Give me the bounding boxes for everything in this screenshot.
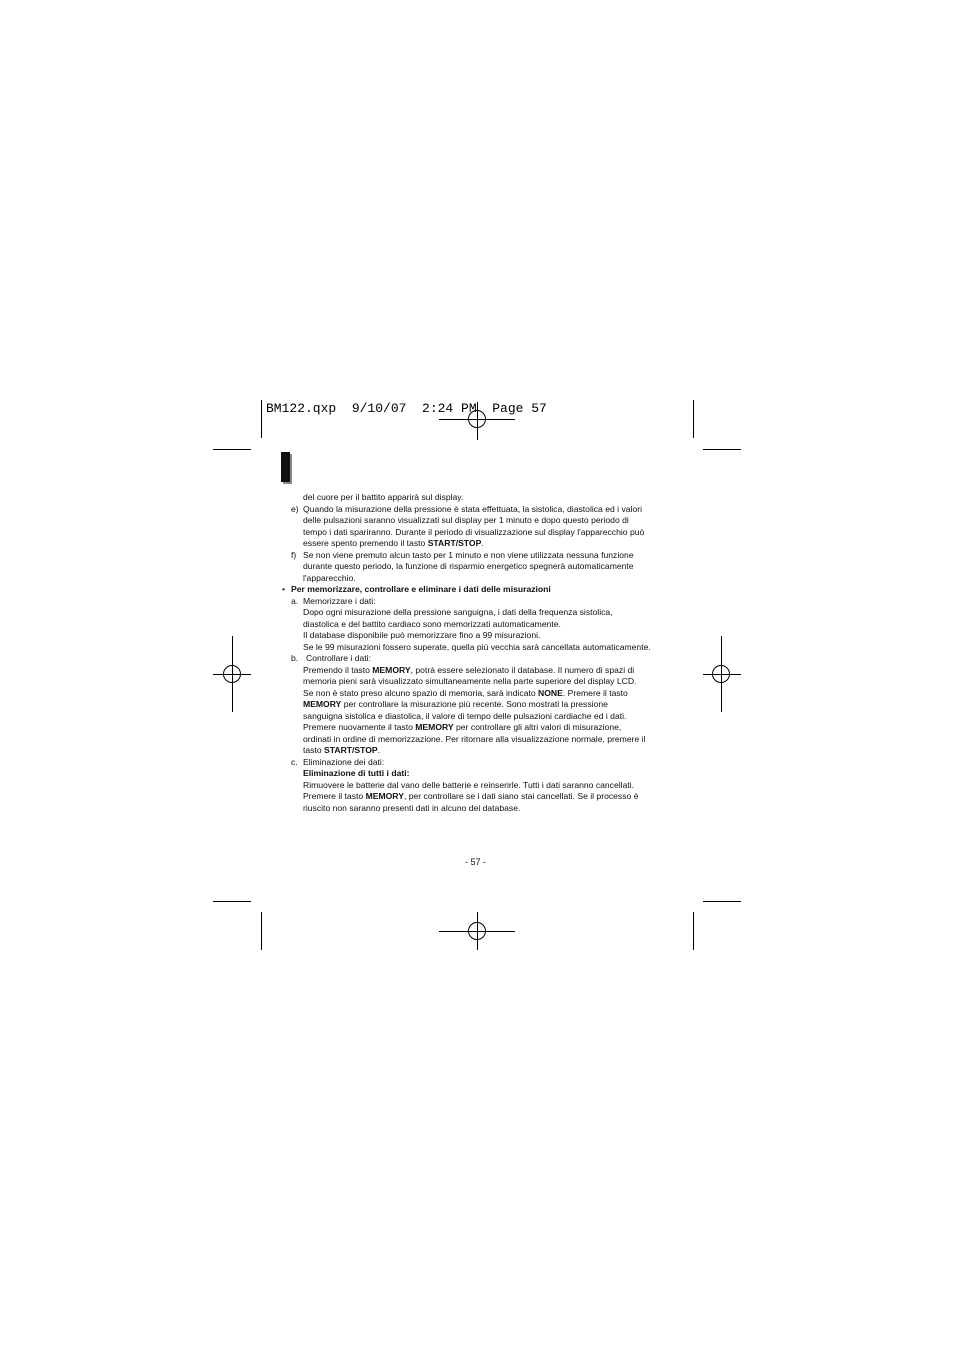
b-line-7: ordinati in ordine di memorizzazione. Per ritornare alla visualizzazione normale, premere il: [303, 734, 646, 744]
b-line-8: tasto START/STOP.: [303, 745, 381, 755]
c-line-2: Premere il tasto MEMORY, per controllare se i dati siano stai cancellati. Se il processo è: [303, 791, 639, 801]
f-line-1: Se non viene premuto alcun tasto per 1 minuto e non viene utilizzata nessuna funzione: [303, 550, 634, 560]
registration-crosshair: [703, 674, 741, 675]
b-line-2: memoria pieni sarà visualizzato simultaneamente nella parte superiore del display LCD.: [303, 676, 637, 686]
b-title: Controllare i dati:: [306, 653, 371, 663]
intro-line: del cuore per il battito apparirà sul display.: [303, 492, 464, 502]
bullet-icon: •: [282, 584, 286, 594]
crop-mark: [213, 901, 251, 902]
item-label-c: c.: [291, 757, 298, 767]
b-line-6: Premere nuovamente il tasto MEMORY per controllare gli altri valori di misurazione,: [303, 722, 622, 732]
c-line-1: Rimuovere le batterie dal vano delle batterie e reinserirle. Tutti i dati saranno cancellati.: [303, 780, 635, 790]
a-title: Memorizzare i dati:: [303, 596, 376, 606]
a-line-2: diastolica e del battito cardiaco sono memorizzati automaticamente.: [303, 619, 561, 629]
c-subtitle: Eliminazione di tutti i dati:: [303, 768, 410, 778]
b-line-3: Se non è stato preso alcuno spazio di memoria, sarà indicato NONE. Premere il tasto: [303, 688, 628, 698]
item-label-a: a.: [291, 596, 299, 606]
language-tab-marker: [281, 452, 290, 482]
section-heading: Per memorizzare, controllare e eliminare i dati delle misurazioni: [291, 584, 551, 594]
a-line-3: Il database disponibile può memorizzare fino a 99 misurazioni.: [303, 630, 541, 640]
c-title: Eliminazione dei dati:: [303, 757, 385, 767]
crop-mark: [261, 400, 262, 438]
crop-mark: [213, 449, 251, 450]
registration-crosshair: [232, 636, 233, 712]
crop-mark: [693, 400, 694, 438]
e-line-1: Quando la misurazione della pressione è stata effettuata, la sistolica, diastolica ed i valori: [303, 504, 643, 514]
item-label-b: b.: [291, 653, 299, 663]
crop-mark: [703, 449, 741, 450]
a-line-4: Se le 99 misurazioni fossero superate, quella più vecchia sarà cancellata automaticamente.: [303, 642, 651, 652]
item-label-f: f): [291, 550, 297, 560]
page-number: - 57 -: [465, 857, 487, 867]
a-line-1: Dopo ogni misurazione della pressione sanguigna, i dati della frequenza sistolica,: [303, 607, 613, 617]
e-line-2: delle pulsazioni saranno visualizzati sul display per 1 minuto e dopo questo periodo di: [303, 515, 629, 525]
crop-mark: [693, 912, 694, 950]
c-line-3: riuscito non saranno presenti dati in alcuno dei database.: [303, 803, 521, 813]
e-line-4: essere spento premendo il tasto START/STOP.: [303, 538, 484, 548]
b-line-4: MEMORY per controllare la misurazione più recente. Sono mostrati la pressione: [303, 699, 608, 709]
crop-mark: [261, 912, 262, 950]
f-line-2: durante questo periodo, la funzione di risparmio energetico spegnerà automaticamente: [303, 561, 634, 571]
f-line-3: l'apparecchio.: [303, 573, 356, 583]
b-line-5: sanguigna sistolica e diastolica, il valore di tempo delle pulsazioni cardiache ed i dati.: [303, 711, 627, 721]
b-line-1: Premendo il tasto MEMORY, potrà essere selezionato il database. Il numero di spazi di: [303, 665, 635, 675]
registration-crosshair: [721, 636, 722, 712]
e-line-3: tempo i dati spariranno. Durante il periodo di visualizzazione sul display l'apparecchio può: [303, 527, 645, 537]
item-label-e: e): [291, 504, 299, 514]
registration-crosshair: [477, 912, 478, 950]
crop-mark: [703, 901, 741, 902]
file-slug: BM122.qxp 9/10/07 2:24 PM Page 57: [266, 401, 547, 416]
